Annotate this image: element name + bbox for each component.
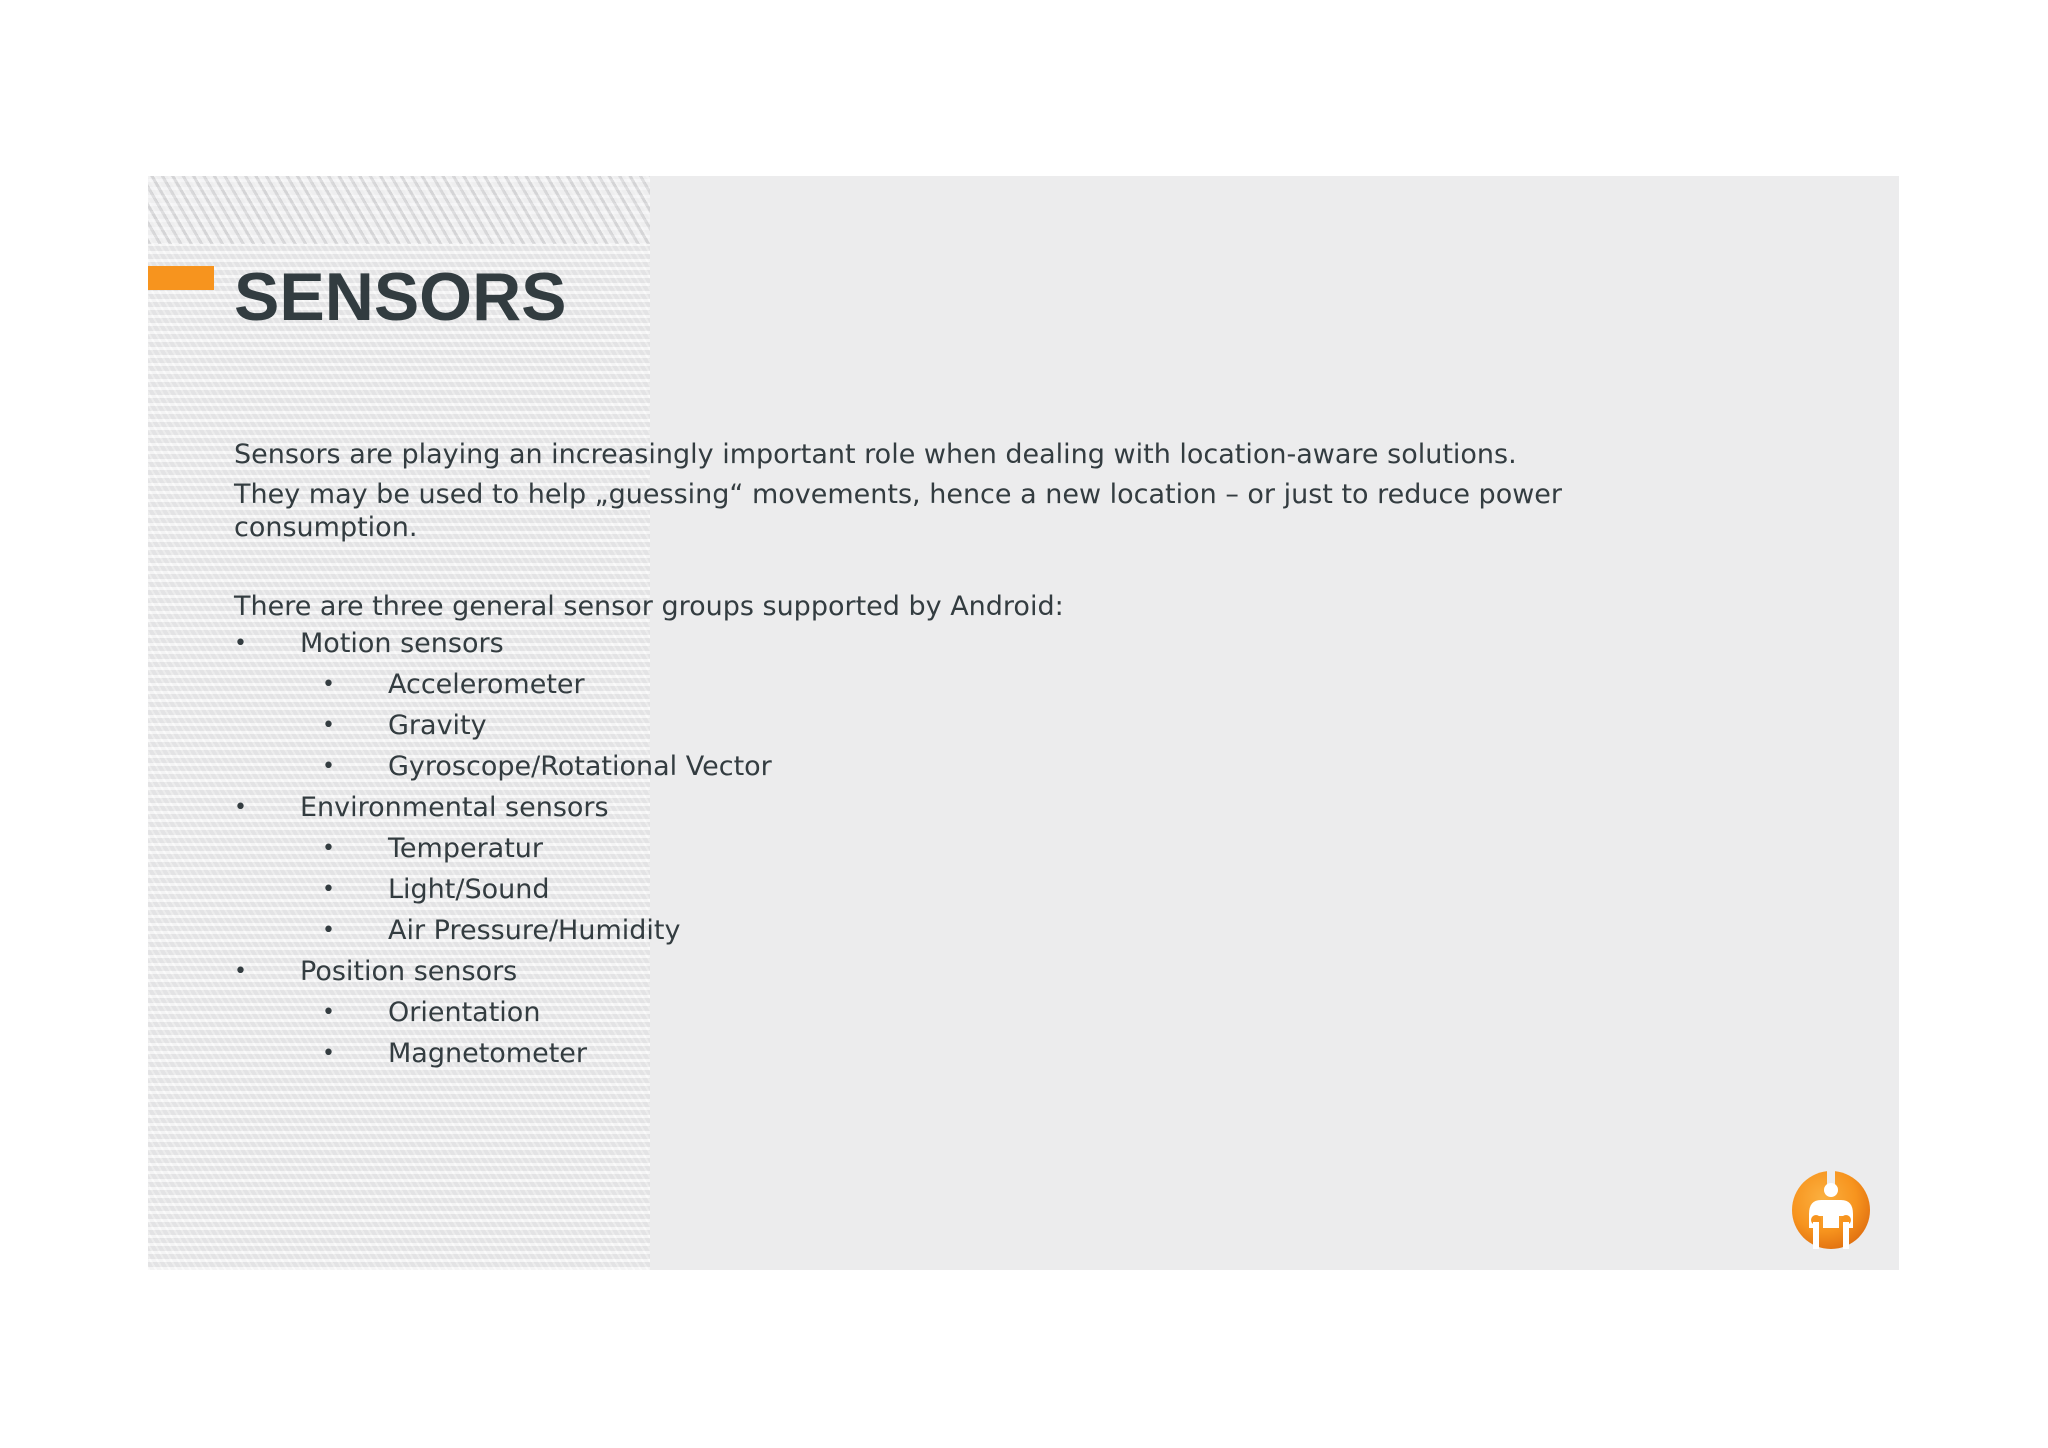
bullet-icon: • <box>234 795 247 820</box>
paragraph-usage: They may be used to help „guessing“ movements, hence a new location – or just to reduce power consumption. <box>234 479 1563 543</box>
list-item <box>322 828 1734 869</box>
list-item <box>322 910 1734 951</box>
list-item <box>322 746 1734 787</box>
item-label: Magnetometer <box>388 1038 588 1069</box>
bullet-icon: • <box>322 713 335 738</box>
title-accent-bar <box>148 266 214 290</box>
slide-content <box>234 438 1734 1074</box>
item-label: Orientation <box>388 997 541 1028</box>
list-item <box>322 705 1734 746</box>
sensor-group-position <box>234 951 1734 1074</box>
sensor-items-list <box>234 992 1734 1074</box>
bullet-icon: • <box>322 1041 335 1066</box>
bullet-icon: • <box>234 631 247 656</box>
slide-title: SENSORS <box>234 259 567 335</box>
bullet-icon: • <box>322 1000 335 1025</box>
sensor-group-motion <box>234 623 1734 787</box>
sensor-items-list <box>234 664 1734 787</box>
item-label: Gyroscope/Rotational Vector <box>388 751 772 782</box>
list-item <box>322 664 1734 705</box>
bullet-icon: • <box>322 836 335 861</box>
bullet-icon: • <box>322 877 335 902</box>
list-item <box>322 992 1734 1033</box>
orange-robot-logo-icon <box>1791 1170 1871 1250</box>
bullet-icon: • <box>322 918 335 943</box>
texture-top-band <box>148 176 650 244</box>
sensor-items-list <box>234 828 1734 951</box>
sensor-groups-list <box>234 623 1734 1074</box>
list-item <box>322 1033 1734 1074</box>
bullet-icon: • <box>234 959 247 984</box>
group-label: Motion sensors <box>300 628 504 659</box>
bullet-icon: • <box>322 754 335 779</box>
paragraph-groups-intro: There are three general sensor groups supported by Android: <box>234 591 1064 622</box>
item-label: Accelerometer <box>388 669 585 700</box>
slide <box>148 176 1899 1270</box>
sensor-group-environmental <box>234 787 1734 951</box>
paragraph-intro: Sensors are playing an increasingly important role when dealing with location-aware solutions. <box>234 439 1517 470</box>
list-item <box>322 869 1734 910</box>
group-label: Position sensors <box>300 956 518 987</box>
item-label: Temperatur <box>388 833 544 864</box>
item-label: Gravity <box>388 710 487 741</box>
item-label: Light/Sound <box>388 874 550 905</box>
group-label: Environmental sensors <box>300 792 609 823</box>
item-label: Air Pressure/Humidity <box>388 915 681 946</box>
bullet-icon: • <box>322 672 335 697</box>
